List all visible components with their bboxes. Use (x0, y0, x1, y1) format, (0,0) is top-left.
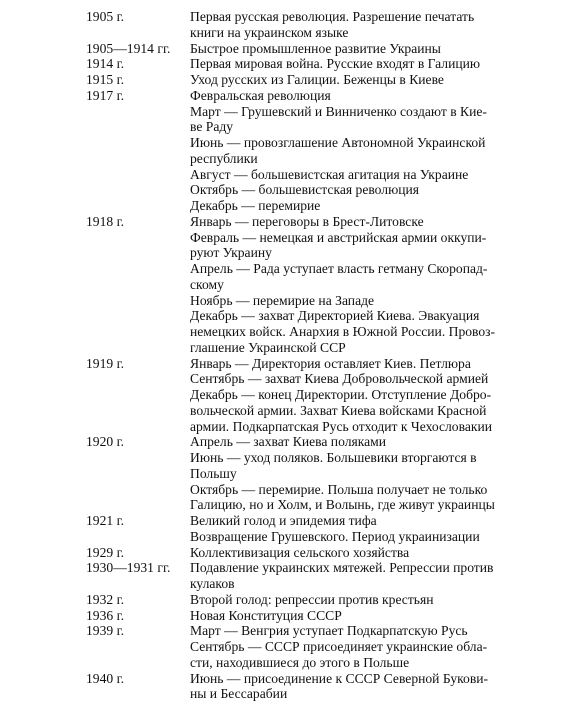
event-text-line: Галицию, но и Холм, и Волынь, где живут украинцы (190, 497, 495, 513)
event-text-line: Ноябрь — перемирие на Западе (190, 292, 375, 308)
event-text-line: республики (190, 150, 258, 166)
event-text-line: ны и Бессарабии (190, 686, 288, 702)
event-text-line: Сентябрь — захват Киева Добровольческой армией (190, 371, 489, 387)
year-label: 1921 г. (86, 513, 125, 528)
event-text-line: руют Украину (190, 245, 272, 261)
year-label: 1930—1931 гг. (86, 560, 171, 576)
event-text-line: Апрель — Рада уступает власть гетману Скоропад- (190, 261, 488, 276)
year-label: 1914 г. (86, 56, 125, 72)
year-label: 1932 г. (86, 591, 125, 607)
event-text-line: Июнь — провозглашение Автономной Украинской (190, 135, 486, 150)
event-text-line: сти, находившиеся до этого в Польше (190, 654, 410, 670)
event-text-line: Март — Грушевский и Винниченко создают в Кие- (190, 103, 487, 119)
event-text-line: скому (190, 276, 224, 292)
year-label: 1940 г. (86, 670, 125, 686)
event-text-line: Декабрь — перемирие (190, 198, 321, 213)
year-label: 1939 г. (86, 623, 125, 639)
event-text-line: ве Раду (190, 119, 234, 135)
event-text-line: Август — большевистская агитация на Украине (190, 166, 469, 182)
event-text-line: Первая русская революция. Разрешение печатать (190, 9, 475, 24)
event-text-line: Новая Конституция СССР (190, 607, 342, 623)
year-label: 1919 г. (86, 355, 125, 371)
event-text-line: Март — Венгрия уступает Подкарпатскую Русь (190, 623, 468, 639)
year-label: 1936 г. (86, 607, 125, 623)
event-text-line: Великий голод и эпидемия тифа (190, 513, 377, 528)
event-text-line: Декабрь — захват Директорией Киева. Эвакуация (190, 308, 480, 324)
event-text-line: немецких войск. Анархия в Южной России. Провоз- (190, 324, 496, 339)
year-label: 1929 г. (86, 544, 125, 560)
year-label: 1915 г. (86, 72, 125, 87)
event-text-line: кулаков (190, 576, 235, 591)
event-text-line: Октябрь — большевистская революция (190, 182, 420, 198)
event-text-line: книги на украинском языке (190, 24, 349, 40)
event-text-line: Апрель — захват Киева поляками (190, 434, 387, 450)
event-text-line: Февраль — немецкая и австрийская армии оккупи- (190, 229, 487, 245)
event-text-line: Возвращение Грушевского. Период украинизации (190, 528, 480, 544)
event-text-line: армии. Подкарпатская Русь отходит к Чехословакии (190, 418, 493, 434)
event-text-line: Декабрь — конец Директории. Отступление Добро- (190, 387, 492, 402)
event-text-line: Октябрь — перемирие. Польша получает не только (190, 481, 488, 497)
event-text-line: Подавление украинских мятежей. Репрессии против (190, 560, 494, 576)
event-text-line: Январь — переговоры в Брест-Литовске (190, 213, 424, 229)
year-label: 1905—1914 гг. (86, 40, 171, 56)
year-label: 1917 г. (86, 87, 125, 103)
event-text-line: Февральская революция (190, 87, 331, 103)
event-text-line: Быстрое промышленное развитие Украины (190, 40, 441, 56)
event-text-line: Июнь — присоединение к СССР Северной Букови- (190, 670, 489, 686)
event-text-line: Уход русских из Галиции. Беженцы в Киеве (190, 72, 444, 87)
event-text-line: глашение Украинской ССР (190, 339, 346, 355)
year-label: 1905 г. (86, 9, 125, 24)
year-label: 1918 г. (86, 213, 125, 229)
event-text-line: вольческой армии. Захват Киева войсками Красной (190, 402, 487, 418)
event-text-line: Июнь — уход поляков. Большевики вторгаются в (190, 450, 477, 465)
event-text-line: Первая мировая война. Русские входят в Галицию (190, 56, 481, 72)
event-text-line: Польшу (190, 465, 237, 481)
event-text-line: Сентябрь — СССР присоединяет украинские обла- (190, 639, 488, 654)
event-text-line: Январь — Директория оставляет Киев. Петлюра (190, 355, 471, 371)
year-label: 1920 г. (86, 434, 125, 450)
event-text-line: Второй голод: репрессии против крестьян (190, 591, 434, 607)
event-text-line: Коллективизация сельского хозяйства (190, 544, 410, 560)
